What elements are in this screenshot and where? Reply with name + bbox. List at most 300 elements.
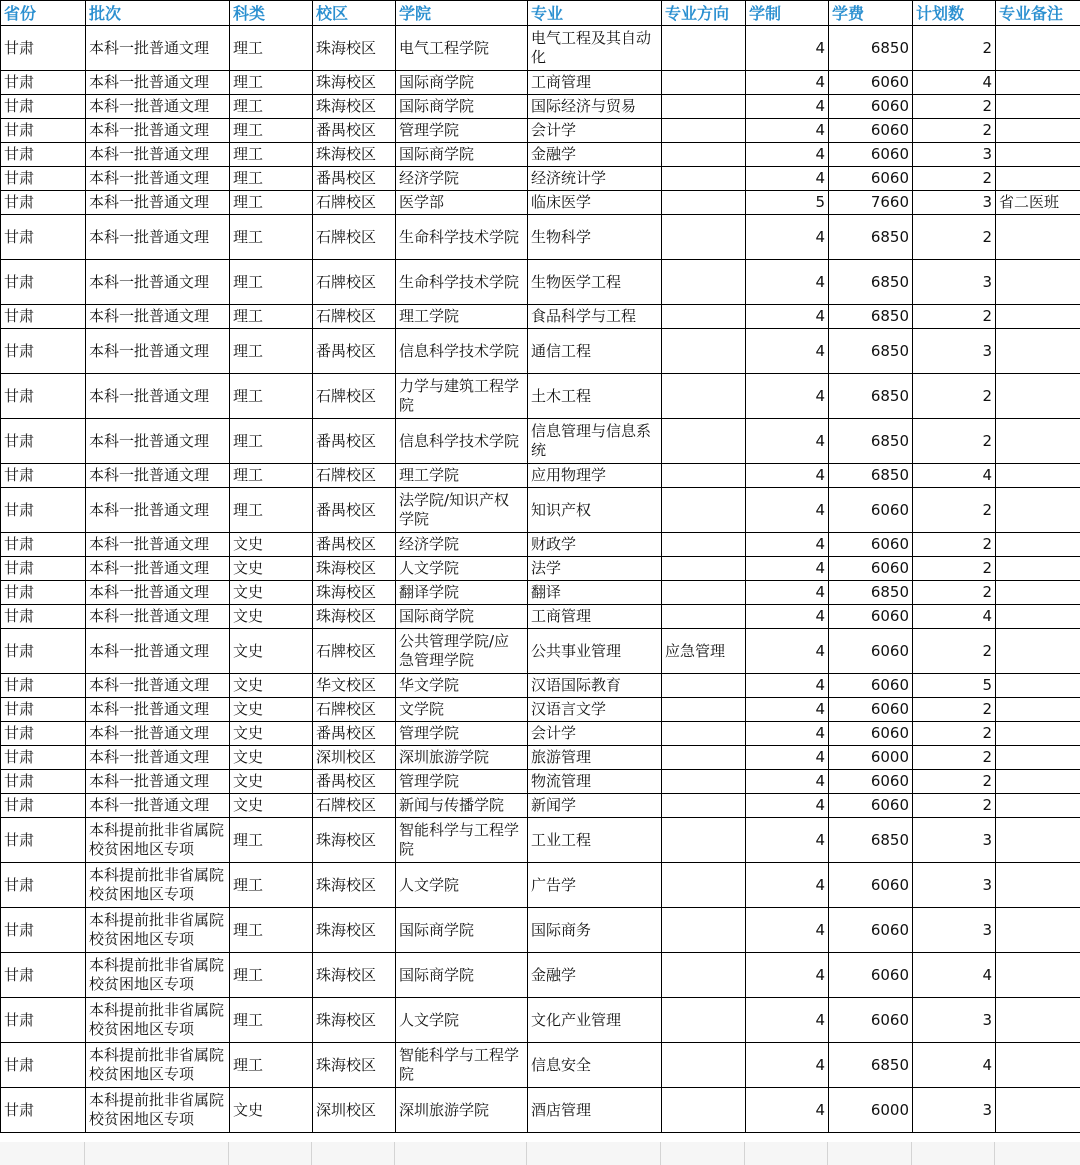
cell-batch[interactable]: 本科一批普通文理 xyxy=(86,722,230,746)
cell-plan-count[interactable]: 2 xyxy=(913,770,996,794)
cell-tuition[interactable]: 6850 xyxy=(829,374,913,419)
cell-remark[interactable] xyxy=(996,329,1080,374)
cell-batch[interactable]: 本科一批普通文理 xyxy=(86,746,230,770)
cell-category[interactable]: 理工 xyxy=(230,119,313,143)
cell-direction[interactable]: 应急管理 xyxy=(662,629,746,674)
cell-category[interactable]: 文史 xyxy=(230,698,313,722)
cell-tuition[interactable]: 6850 xyxy=(829,260,913,305)
cell-category[interactable]: 文史 xyxy=(230,1088,313,1133)
cell-college[interactable]: 人文学院 xyxy=(396,557,528,581)
cell-remark[interactable] xyxy=(996,581,1080,605)
cell-major[interactable]: 食品科学与工程 xyxy=(528,305,662,329)
cell-duration[interactable]: 4 xyxy=(746,419,829,464)
cell-plan-count[interactable]: 4 xyxy=(913,953,996,998)
cell-remark[interactable] xyxy=(996,698,1080,722)
cell-province[interactable]: 甘肃 xyxy=(1,374,86,419)
cell-batch[interactable]: 本科提前批非省属院校贫困地区专项 xyxy=(86,998,230,1043)
cell-duration[interactable]: 4 xyxy=(746,998,829,1043)
cell-tuition[interactable]: 6060 xyxy=(829,998,913,1043)
cell-tuition[interactable]: 6850 xyxy=(829,329,913,374)
cell-plan-count[interactable]: 2 xyxy=(913,167,996,191)
cell-major[interactable]: 通信工程 xyxy=(528,329,662,374)
cell-college[interactable]: 经济学院 xyxy=(396,167,528,191)
cell-category[interactable]: 理工 xyxy=(230,818,313,863)
cell-major[interactable]: 生物科学 xyxy=(528,215,662,260)
cell-category[interactable]: 理工 xyxy=(230,908,313,953)
cell-duration[interactable]: 4 xyxy=(746,1043,829,1088)
cell-direction[interactable] xyxy=(662,329,746,374)
cell-tuition[interactable]: 6060 xyxy=(829,557,913,581)
cell-remark[interactable] xyxy=(996,260,1080,305)
cell-campus[interactable]: 深圳校区 xyxy=(313,1088,396,1133)
cell-batch[interactable]: 本科一批普通文理 xyxy=(86,95,230,119)
cell-major[interactable]: 会计学 xyxy=(528,119,662,143)
cell-campus[interactable]: 珠海校区 xyxy=(313,143,396,167)
cell-batch[interactable]: 本科一批普通文理 xyxy=(86,770,230,794)
cell-remark[interactable] xyxy=(996,305,1080,329)
cell-province[interactable]: 甘肃 xyxy=(1,746,86,770)
cell-batch[interactable]: 本科提前批非省属院校贫困地区专项 xyxy=(86,1088,230,1133)
cell-category[interactable]: 文史 xyxy=(230,533,313,557)
cell-province[interactable]: 甘肃 xyxy=(1,794,86,818)
cell-category[interactable]: 文史 xyxy=(230,722,313,746)
cell-batch[interactable]: 本科一批普通文理 xyxy=(86,143,230,167)
cell-remark[interactable] xyxy=(996,95,1080,119)
cell-campus[interactable]: 番禺校区 xyxy=(313,722,396,746)
cell-direction[interactable] xyxy=(662,953,746,998)
cell-duration[interactable]: 4 xyxy=(746,71,829,95)
cell-major[interactable]: 应用物理学 xyxy=(528,464,662,488)
cell-duration[interactable]: 4 xyxy=(746,167,829,191)
cell-tuition[interactable]: 6060 xyxy=(829,629,913,674)
cell-college[interactable]: 华文学院 xyxy=(396,674,528,698)
cell-category[interactable]: 理工 xyxy=(230,305,313,329)
cell-province[interactable]: 甘肃 xyxy=(1,329,86,374)
cell-duration[interactable]: 5 xyxy=(746,191,829,215)
cell-duration[interactable]: 4 xyxy=(746,581,829,605)
cell-college[interactable]: 国际商学院 xyxy=(396,143,528,167)
cell-campus[interactable]: 珠海校区 xyxy=(313,26,396,71)
cell-direction[interactable] xyxy=(662,998,746,1043)
cell-college[interactable]: 深圳旅游学院 xyxy=(396,1088,528,1133)
cell-college[interactable]: 生命科学技术学院 xyxy=(396,215,528,260)
cell-category[interactable]: 理工 xyxy=(230,329,313,374)
cell-plan-count[interactable]: 3 xyxy=(913,1088,996,1133)
cell-plan-count[interactable]: 3 xyxy=(913,908,996,953)
cell-category[interactable]: 文史 xyxy=(230,770,313,794)
cell-category[interactable]: 文史 xyxy=(230,746,313,770)
cell-major[interactable]: 旅游管理 xyxy=(528,746,662,770)
cell-remark[interactable] xyxy=(996,464,1080,488)
cell-batch[interactable]: 本科一批普通文理 xyxy=(86,329,230,374)
cell-plan-count[interactable]: 4 xyxy=(913,71,996,95)
cell-major[interactable]: 生物医学工程 xyxy=(528,260,662,305)
cell-college[interactable]: 文学院 xyxy=(396,698,528,722)
cell-major[interactable]: 土木工程 xyxy=(528,374,662,419)
cell-campus[interactable]: 珠海校区 xyxy=(313,605,396,629)
cell-remark[interactable] xyxy=(996,746,1080,770)
cell-direction[interactable] xyxy=(662,908,746,953)
cell-province[interactable]: 甘肃 xyxy=(1,419,86,464)
cell-remark[interactable] xyxy=(996,908,1080,953)
cell-category[interactable]: 理工 xyxy=(230,953,313,998)
cell-batch[interactable]: 本科一批普通文理 xyxy=(86,305,230,329)
cell-tuition[interactable]: 6850 xyxy=(829,464,913,488)
cell-province[interactable]: 甘肃 xyxy=(1,581,86,605)
cell-duration[interactable]: 4 xyxy=(746,1088,829,1133)
cell-campus[interactable]: 珠海校区 xyxy=(313,998,396,1043)
cell-remark[interactable] xyxy=(996,998,1080,1043)
cell-province[interactable]: 甘肃 xyxy=(1,191,86,215)
cell-campus[interactable]: 珠海校区 xyxy=(313,908,396,953)
cell-province[interactable]: 甘肃 xyxy=(1,464,86,488)
cell-campus[interactable]: 石牌校区 xyxy=(313,191,396,215)
cell-tuition[interactable]: 6000 xyxy=(829,746,913,770)
cell-duration[interactable]: 4 xyxy=(746,818,829,863)
cell-remark[interactable] xyxy=(996,533,1080,557)
cell-campus[interactable]: 番禺校区 xyxy=(313,167,396,191)
cell-province[interactable]: 甘肃 xyxy=(1,674,86,698)
header-category[interactable]: 科类 xyxy=(230,1,313,26)
cell-plan-count[interactable]: 3 xyxy=(913,863,996,908)
cell-duration[interactable]: 4 xyxy=(746,908,829,953)
cell-plan-count[interactable]: 2 xyxy=(913,746,996,770)
cell-plan-count[interactable]: 2 xyxy=(913,95,996,119)
cell-tuition[interactable]: 6060 xyxy=(829,953,913,998)
cell-major[interactable]: 文化产业管理 xyxy=(528,998,662,1043)
cell-direction[interactable] xyxy=(662,746,746,770)
cell-tuition[interactable]: 6060 xyxy=(829,794,913,818)
cell-duration[interactable]: 4 xyxy=(746,698,829,722)
cell-batch[interactable]: 本科一批普通文理 xyxy=(86,260,230,305)
cell-duration[interactable]: 4 xyxy=(746,95,829,119)
cell-category[interactable]: 理工 xyxy=(230,260,313,305)
cell-province[interactable]: 甘肃 xyxy=(1,488,86,533)
cell-direction[interactable] xyxy=(662,863,746,908)
cell-plan-count[interactable]: 2 xyxy=(913,629,996,674)
cell-province[interactable]: 甘肃 xyxy=(1,1088,86,1133)
cell-college[interactable]: 理工学院 xyxy=(396,464,528,488)
cell-college[interactable]: 法学院/知识产权学院 xyxy=(396,488,528,533)
cell-remark[interactable] xyxy=(996,419,1080,464)
cell-province[interactable]: 甘肃 xyxy=(1,863,86,908)
cell-tuition[interactable]: 6060 xyxy=(829,698,913,722)
cell-category[interactable]: 文史 xyxy=(230,629,313,674)
cell-batch[interactable]: 本科一批普通文理 xyxy=(86,629,230,674)
cell-province[interactable]: 甘肃 xyxy=(1,557,86,581)
cell-batch[interactable]: 本科一批普通文理 xyxy=(86,674,230,698)
cell-college[interactable]: 国际商学院 xyxy=(396,908,528,953)
cell-major[interactable]: 新闻学 xyxy=(528,794,662,818)
cell-tuition[interactable]: 6850 xyxy=(829,305,913,329)
cell-duration[interactable]: 4 xyxy=(746,794,829,818)
cell-province[interactable]: 甘肃 xyxy=(1,908,86,953)
cell-major[interactable]: 汉语言文学 xyxy=(528,698,662,722)
cell-campus[interactable]: 石牌校区 xyxy=(313,215,396,260)
cell-batch[interactable]: 本科一批普通文理 xyxy=(86,557,230,581)
cell-direction[interactable] xyxy=(662,674,746,698)
cell-campus[interactable]: 珠海校区 xyxy=(313,953,396,998)
cell-category[interactable]: 文史 xyxy=(230,581,313,605)
cell-plan-count[interactable]: 3 xyxy=(913,998,996,1043)
cell-plan-count[interactable]: 2 xyxy=(913,794,996,818)
cell-campus[interactable]: 石牌校区 xyxy=(313,374,396,419)
cell-campus[interactable]: 珠海校区 xyxy=(313,71,396,95)
cell-batch[interactable]: 本科提前批非省属院校贫困地区专项 xyxy=(86,1043,230,1088)
cell-plan-count[interactable]: 3 xyxy=(913,191,996,215)
cell-remark[interactable] xyxy=(996,26,1080,71)
cell-batch[interactable]: 本科一批普通文理 xyxy=(86,71,230,95)
cell-plan-count[interactable]: 3 xyxy=(913,818,996,863)
cell-duration[interactable]: 4 xyxy=(746,26,829,71)
cell-province[interactable]: 甘肃 xyxy=(1,698,86,722)
cell-duration[interactable]: 4 xyxy=(746,260,829,305)
cell-college[interactable]: 智能科学与工程学院 xyxy=(396,1043,528,1088)
cell-batch[interactable]: 本科一批普通文理 xyxy=(86,698,230,722)
cell-college[interactable]: 信息科学技术学院 xyxy=(396,419,528,464)
cell-batch[interactable]: 本科一批普通文理 xyxy=(86,464,230,488)
cell-major[interactable]: 经济统计学 xyxy=(528,167,662,191)
cell-batch[interactable]: 本科一批普通文理 xyxy=(86,419,230,464)
cell-duration[interactable]: 4 xyxy=(746,746,829,770)
cell-province[interactable]: 甘肃 xyxy=(1,143,86,167)
cell-college[interactable]: 国际商学院 xyxy=(396,953,528,998)
cell-plan-count[interactable]: 2 xyxy=(913,533,996,557)
cell-major[interactable]: 工商管理 xyxy=(528,71,662,95)
cell-remark[interactable] xyxy=(996,1043,1080,1088)
cell-duration[interactable]: 4 xyxy=(746,629,829,674)
cell-campus[interactable]: 华文校区 xyxy=(313,674,396,698)
cell-college[interactable]: 深圳旅游学院 xyxy=(396,746,528,770)
cell-plan-count[interactable]: 2 xyxy=(913,488,996,533)
cell-college[interactable]: 国际商学院 xyxy=(396,95,528,119)
cell-campus[interactable]: 石牌校区 xyxy=(313,305,396,329)
cell-category[interactable]: 理工 xyxy=(230,488,313,533)
cell-college[interactable]: 管理学院 xyxy=(396,770,528,794)
cell-plan-count[interactable]: 2 xyxy=(913,119,996,143)
cell-plan-count[interactable]: 5 xyxy=(913,674,996,698)
cell-direction[interactable] xyxy=(662,305,746,329)
cell-duration[interactable]: 4 xyxy=(746,119,829,143)
cell-plan-count[interactable]: 3 xyxy=(913,143,996,167)
cell-province[interactable]: 甘肃 xyxy=(1,305,86,329)
cell-college[interactable]: 人文学院 xyxy=(396,863,528,908)
cell-college[interactable]: 公共管理学院/应急管理学院 xyxy=(396,629,528,674)
cell-campus[interactable]: 番禺校区 xyxy=(313,488,396,533)
cell-remark[interactable] xyxy=(996,770,1080,794)
cell-major[interactable]: 物流管理 xyxy=(528,770,662,794)
cell-direction[interactable] xyxy=(662,374,746,419)
cell-batch[interactable]: 本科一批普通文理 xyxy=(86,191,230,215)
cell-province[interactable]: 甘肃 xyxy=(1,95,86,119)
cell-plan-count[interactable]: 3 xyxy=(913,329,996,374)
cell-major[interactable]: 国际商务 xyxy=(528,908,662,953)
cell-category[interactable]: 文史 xyxy=(230,674,313,698)
cell-province[interactable]: 甘肃 xyxy=(1,215,86,260)
cell-plan-count[interactable]: 2 xyxy=(913,305,996,329)
cell-plan-count[interactable]: 2 xyxy=(913,215,996,260)
cell-tuition[interactable]: 6850 xyxy=(829,419,913,464)
cell-province[interactable]: 甘肃 xyxy=(1,26,86,71)
cell-remark[interactable] xyxy=(996,863,1080,908)
cell-tuition[interactable]: 6060 xyxy=(829,167,913,191)
cell-direction[interactable] xyxy=(662,698,746,722)
cell-college[interactable]: 国际商学院 xyxy=(396,71,528,95)
cell-campus[interactable]: 石牌校区 xyxy=(313,464,396,488)
cell-tuition[interactable]: 6000 xyxy=(829,1088,913,1133)
cell-direction[interactable] xyxy=(662,581,746,605)
cell-category[interactable]: 理工 xyxy=(230,215,313,260)
cell-tuition[interactable]: 6060 xyxy=(829,71,913,95)
cell-major[interactable]: 电气工程及其自动化 xyxy=(528,26,662,71)
cell-category[interactable]: 理工 xyxy=(230,26,313,71)
cell-tuition[interactable]: 6850 xyxy=(829,215,913,260)
cell-major[interactable]: 汉语国际教育 xyxy=(528,674,662,698)
cell-major[interactable]: 金融学 xyxy=(528,953,662,998)
cell-tuition[interactable]: 6850 xyxy=(829,581,913,605)
cell-campus[interactable]: 番禺校区 xyxy=(313,533,396,557)
cell-plan-count[interactable]: 3 xyxy=(913,260,996,305)
cell-remark[interactable] xyxy=(996,794,1080,818)
cell-direction[interactable] xyxy=(662,95,746,119)
cell-category[interactable]: 理工 xyxy=(230,167,313,191)
cell-campus[interactable]: 珠海校区 xyxy=(313,95,396,119)
cell-college[interactable]: 智能科学与工程学院 xyxy=(396,818,528,863)
cell-batch[interactable]: 本科提前批非省属院校贫困地区专项 xyxy=(86,818,230,863)
cell-remark[interactable] xyxy=(996,557,1080,581)
cell-campus[interactable]: 番禺校区 xyxy=(313,419,396,464)
cell-batch[interactable]: 本科一批普通文理 xyxy=(86,374,230,419)
cell-major[interactable]: 公共事业管理 xyxy=(528,629,662,674)
cell-tuition[interactable]: 6060 xyxy=(829,488,913,533)
cell-category[interactable]: 理工 xyxy=(230,374,313,419)
cell-campus[interactable]: 石牌校区 xyxy=(313,794,396,818)
cell-major[interactable]: 信息管理与信息系统 xyxy=(528,419,662,464)
cell-remark[interactable] xyxy=(996,629,1080,674)
header-batch[interactable]: 批次 xyxy=(86,1,230,26)
cell-campus[interactable]: 深圳校区 xyxy=(313,746,396,770)
cell-duration[interactable]: 4 xyxy=(746,464,829,488)
cell-province[interactable]: 甘肃 xyxy=(1,119,86,143)
cell-province[interactable]: 甘肃 xyxy=(1,1043,86,1088)
cell-campus[interactable]: 番禺校区 xyxy=(313,770,396,794)
cell-tuition[interactable]: 6060 xyxy=(829,119,913,143)
cell-tuition[interactable]: 6060 xyxy=(829,674,913,698)
header-province[interactable]: 省份 xyxy=(1,1,86,26)
cell-college[interactable]: 管理学院 xyxy=(396,119,528,143)
cell-direction[interactable] xyxy=(662,794,746,818)
cell-remark[interactable] xyxy=(996,674,1080,698)
cell-campus[interactable]: 石牌校区 xyxy=(313,698,396,722)
cell-province[interactable]: 甘肃 xyxy=(1,71,86,95)
cell-remark[interactable] xyxy=(996,818,1080,863)
header-plan-count[interactable]: 计划数 xyxy=(913,1,996,26)
cell-province[interactable]: 甘肃 xyxy=(1,998,86,1043)
cell-major[interactable]: 临床医学 xyxy=(528,191,662,215)
cell-direction[interactable] xyxy=(662,119,746,143)
cell-major[interactable]: 工商管理 xyxy=(528,605,662,629)
cell-direction[interactable] xyxy=(662,1088,746,1133)
cell-duration[interactable]: 4 xyxy=(746,605,829,629)
cell-category[interactable]: 理工 xyxy=(230,1043,313,1088)
cell-direction[interactable] xyxy=(662,71,746,95)
cell-college[interactable]: 信息科学技术学院 xyxy=(396,329,528,374)
cell-category[interactable]: 理工 xyxy=(230,863,313,908)
cell-tuition[interactable]: 6850 xyxy=(829,26,913,71)
cell-category[interactable]: 理工 xyxy=(230,71,313,95)
cell-batch[interactable]: 本科一批普通文理 xyxy=(86,794,230,818)
cell-tuition[interactable]: 6060 xyxy=(829,95,913,119)
cell-campus[interactable]: 珠海校区 xyxy=(313,557,396,581)
cell-direction[interactable] xyxy=(662,1043,746,1088)
cell-tuition[interactable]: 6850 xyxy=(829,1043,913,1088)
cell-major[interactable]: 金融学 xyxy=(528,143,662,167)
cell-province[interactable]: 甘肃 xyxy=(1,770,86,794)
cell-province[interactable]: 甘肃 xyxy=(1,953,86,998)
cell-direction[interactable] xyxy=(662,26,746,71)
cell-direction[interactable] xyxy=(662,215,746,260)
cell-batch[interactable]: 本科一批普通文理 xyxy=(86,533,230,557)
cell-campus[interactable]: 珠海校区 xyxy=(313,818,396,863)
cell-plan-count[interactable]: 2 xyxy=(913,698,996,722)
cell-category[interactable]: 理工 xyxy=(230,419,313,464)
cell-direction[interactable] xyxy=(662,260,746,305)
cell-college[interactable]: 力学与建筑工程学院 xyxy=(396,374,528,419)
cell-plan-count[interactable]: 2 xyxy=(913,581,996,605)
cell-college[interactable]: 电气工程学院 xyxy=(396,26,528,71)
cell-direction[interactable] xyxy=(662,605,746,629)
cell-major[interactable]: 国际经济与贸易 xyxy=(528,95,662,119)
cell-remark[interactable] xyxy=(996,722,1080,746)
cell-category[interactable]: 文史 xyxy=(230,557,313,581)
cell-tuition[interactable]: 6060 xyxy=(829,770,913,794)
header-campus[interactable]: 校区 xyxy=(313,1,396,26)
cell-remark[interactable]: 省二医班 xyxy=(996,191,1080,215)
header-major[interactable]: 专业 xyxy=(528,1,662,26)
cell-batch[interactable]: 本科一批普通文理 xyxy=(86,581,230,605)
cell-plan-count[interactable]: 4 xyxy=(913,605,996,629)
cell-remark[interactable] xyxy=(996,953,1080,998)
cell-direction[interactable] xyxy=(662,488,746,533)
cell-remark[interactable] xyxy=(996,167,1080,191)
header-college[interactable]: 学院 xyxy=(396,1,528,26)
cell-category[interactable]: 理工 xyxy=(230,464,313,488)
cell-remark[interactable] xyxy=(996,374,1080,419)
cell-batch[interactable]: 本科一批普通文理 xyxy=(86,605,230,629)
cell-major[interactable]: 工业工程 xyxy=(528,818,662,863)
cell-duration[interactable]: 4 xyxy=(746,488,829,533)
cell-major[interactable]: 信息安全 xyxy=(528,1043,662,1088)
cell-province[interactable]: 甘肃 xyxy=(1,260,86,305)
cell-remark[interactable] xyxy=(996,119,1080,143)
cell-college[interactable]: 国际商学院 xyxy=(396,605,528,629)
cell-remark[interactable] xyxy=(996,215,1080,260)
cell-plan-count[interactable]: 2 xyxy=(913,557,996,581)
cell-remark[interactable] xyxy=(996,1088,1080,1133)
cell-duration[interactable]: 4 xyxy=(746,770,829,794)
cell-tuition[interactable]: 6060 xyxy=(829,533,913,557)
cell-batch[interactable]: 本科提前批非省属院校贫困地区专项 xyxy=(86,863,230,908)
cell-campus[interactable]: 番禺校区 xyxy=(313,119,396,143)
cell-plan-count[interactable]: 2 xyxy=(913,26,996,71)
cell-remark[interactable] xyxy=(996,605,1080,629)
cell-duration[interactable]: 4 xyxy=(746,533,829,557)
cell-campus[interactable]: 珠海校区 xyxy=(313,1043,396,1088)
cell-batch[interactable]: 本科一批普通文理 xyxy=(86,167,230,191)
cell-direction[interactable] xyxy=(662,143,746,167)
cell-plan-count[interactable]: 4 xyxy=(913,464,996,488)
cell-direction[interactable] xyxy=(662,533,746,557)
